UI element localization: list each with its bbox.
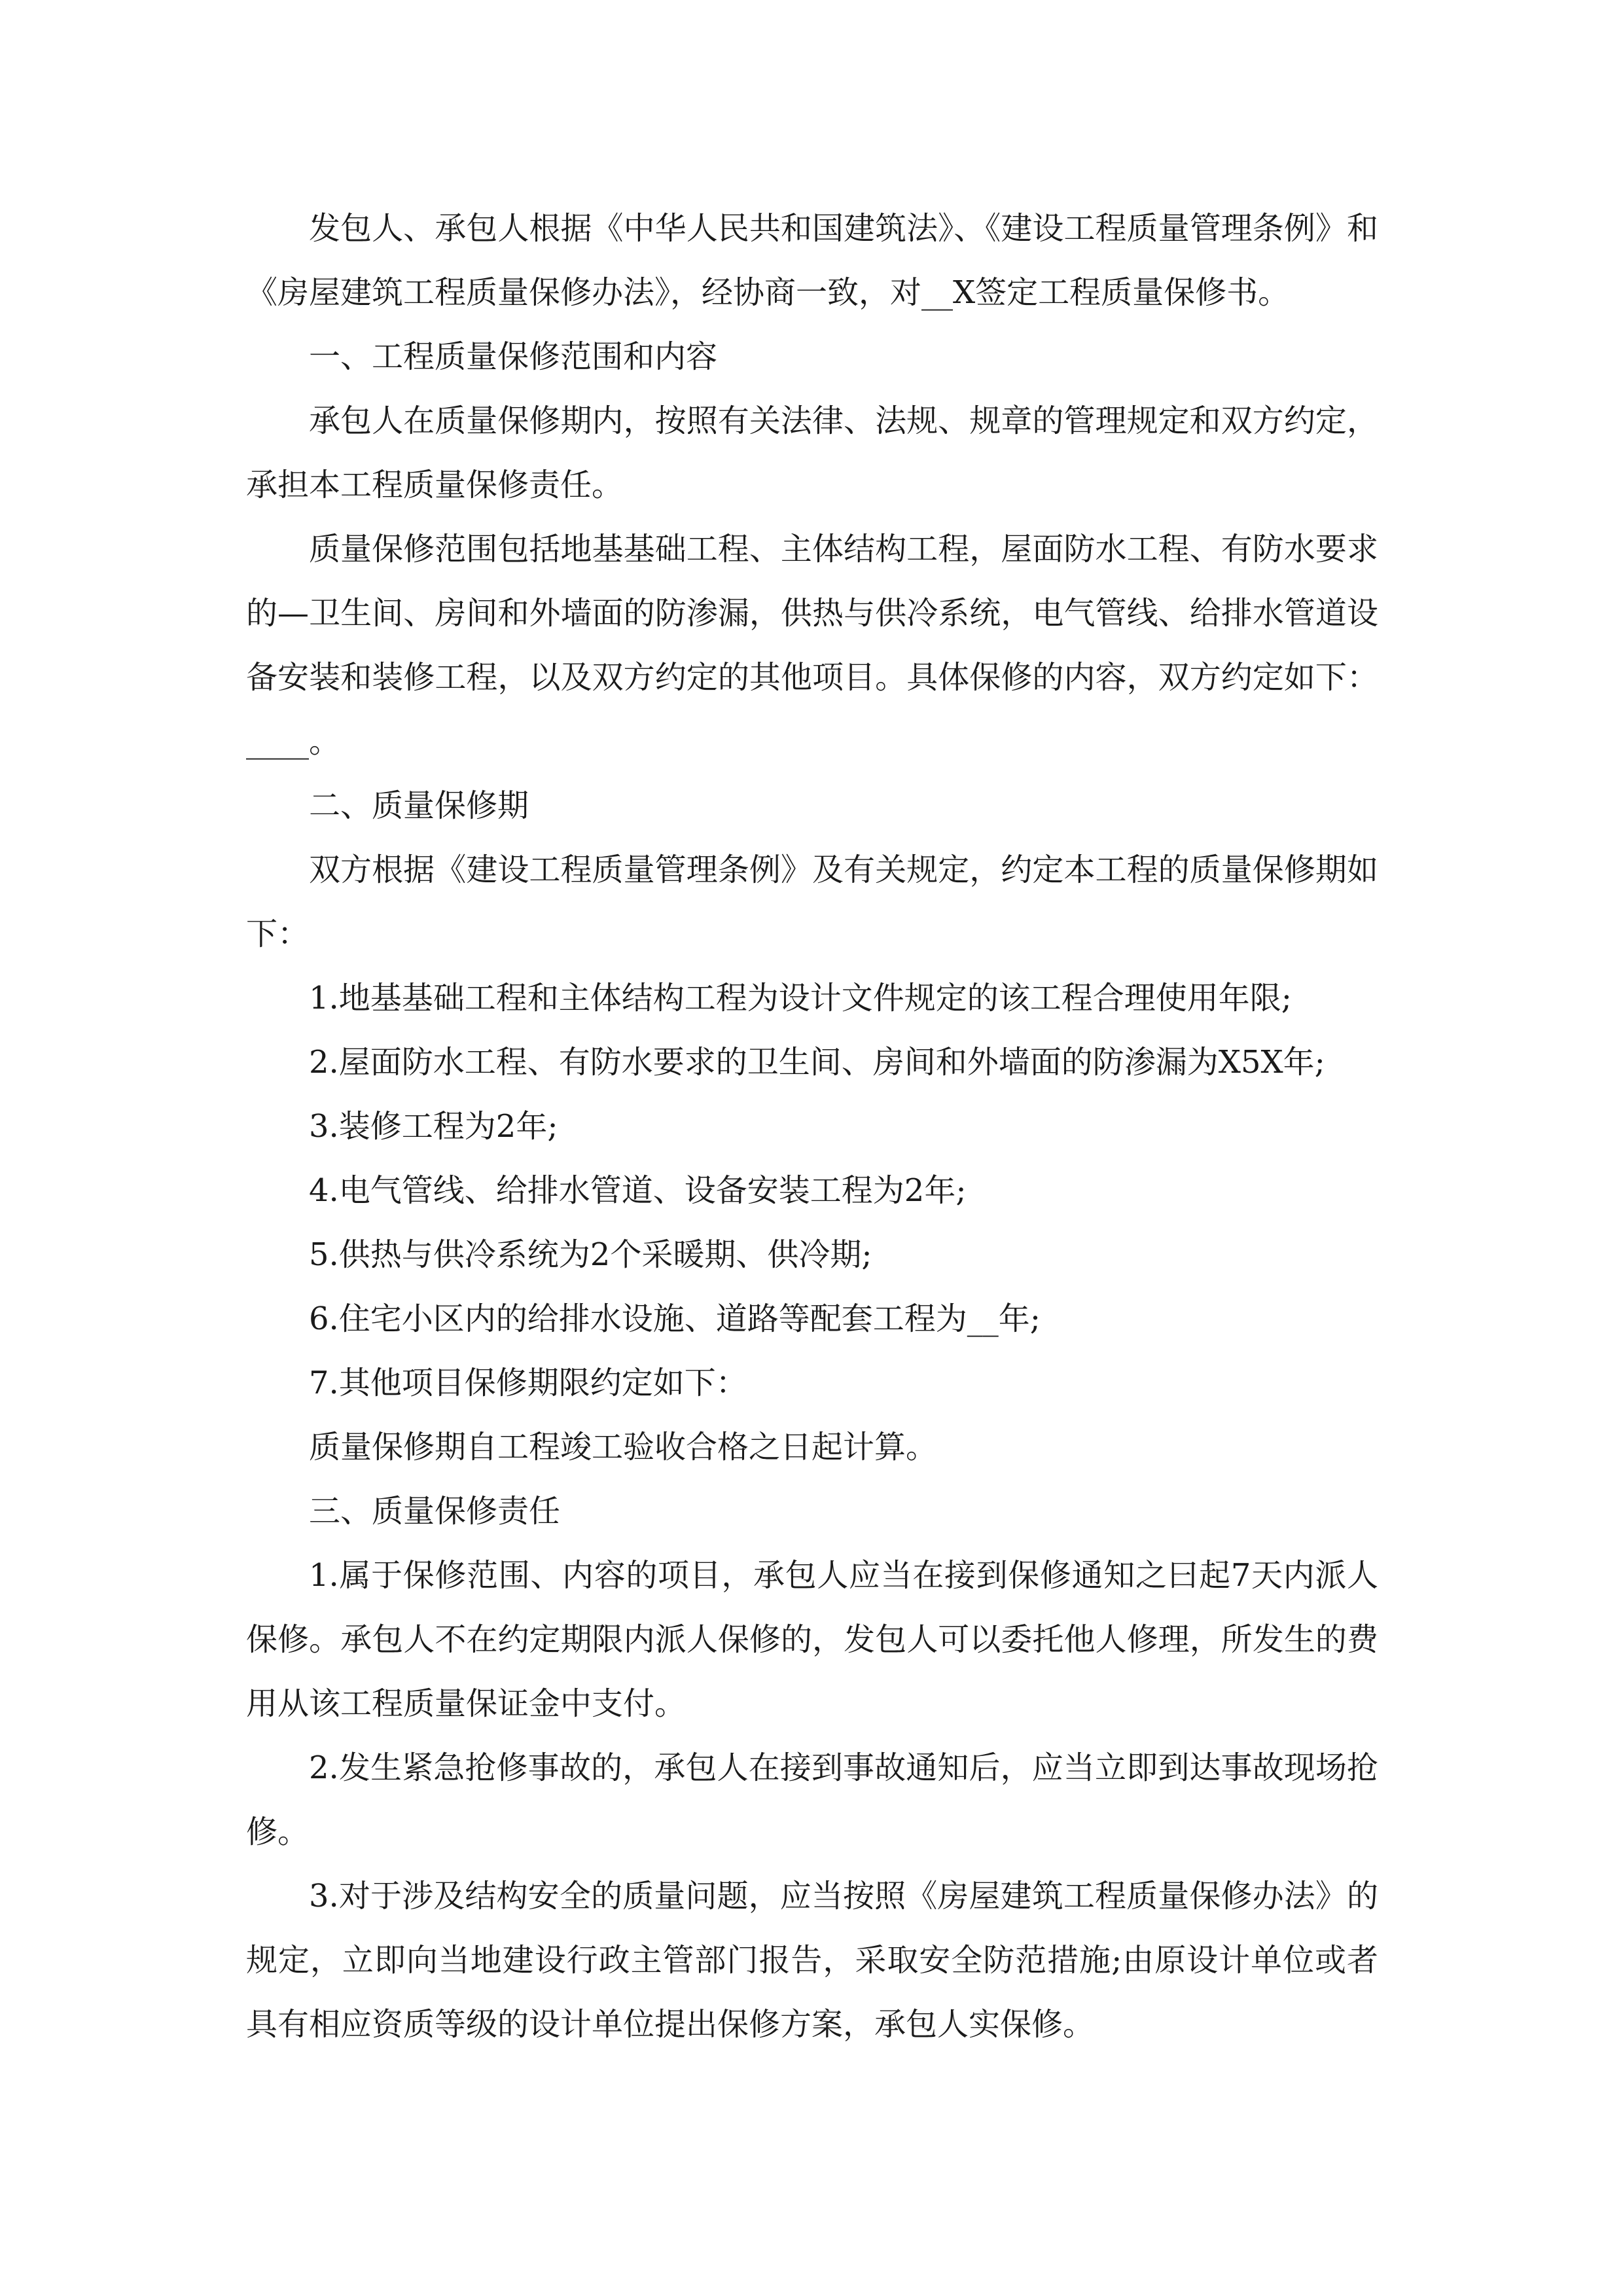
list-item-period-5: 5.供热与供冷系统为2个采暖期、供冷期; bbox=[309, 1236, 872, 1273]
document-body bbox=[246, 196, 1378, 2056]
section-heading-3: 三、质量保修责任 bbox=[309, 1493, 561, 1530]
list-item-period-4: 4.电气管线、给排水管道、设备安装工程为2年; bbox=[309, 1172, 967, 1209]
section-heading-2: 二、质量保修期 bbox=[309, 787, 529, 824]
list-item-duty-2: 2.发生紧急抢修事故的，承包人在接到事故通知后，应当立即到达事故现场抢修。 bbox=[246, 1749, 1378, 1850]
paragraph-intro: 发包人、承包人根据《中华人民共和国建筑法》、《建设工程质量管理条例》和《房屋建筑工程质量保修办法》，经协商一致，对__X签定工程质量保修书。 bbox=[246, 210, 1378, 311]
list-item-period-1: 1.地基基础工程和主体结构工程为设计文件规定的该工程合理使用年限; bbox=[309, 980, 1292, 1016]
list-item-period-7: 7.其他项目保修期限约定如下： bbox=[309, 1365, 747, 1401]
list-item-period-2: 2.屋面防水工程、有防水要求的卫生间、房间和外墙面的防渗漏为X5X年; bbox=[309, 1044, 1325, 1081]
paragraph-scope: 质量保修范围包括地基基础工程、主体结构工程，屋面防水工程、有防水要求的—卫生间、房间和外墙面的防渗漏，供热与供冷系统，电气管线、给排水管道设备安装和装修工程，以及双方约定的其他项目。具体保修的内容，双方约定如下：____。 bbox=[246, 531, 1378, 760]
list-item-period-3: 3.装修工程为2年; bbox=[309, 1108, 558, 1145]
paragraph-period-start: 质量保修期自工程竣工验收合格之日起计算。 bbox=[309, 1429, 938, 1465]
list-item-duty-1: 1.属于保修范围、内容的项目，承包人应当在接到保修通知之曰起7天内派人保修。承包人不在约定期限内派人保修的，发包人可以委托他人修理，所发生的费用从该工程质量保证金中支付。 bbox=[246, 1557, 1378, 1722]
list-item-period-6: 6.住宅小区内的给排水设施、道路等配套工程为__年; bbox=[309, 1300, 1041, 1337]
section-heading-1: 一、工程质量保修范围和内容 bbox=[309, 338, 718, 375]
paragraph-responsibility: 承包人在质量保修期内，按照有关法律、法规、规章的管理规定和双方约定，承担本工程质量保修责任。 bbox=[246, 403, 1378, 503]
paragraph-period-intro: 双方根据《建设工程质量管理条例》及有关规定，约定本工程的质量保修期如下： bbox=[246, 852, 1378, 952]
list-item-duty-3: 3.对于涉及结构安全的质量问题，应当按照《房屋建筑工程质量保修办法》的规定，立即向当地建设行政主管部门报告，采取安全防范措施;由原设计单位或者具有相应资质等级的设计单位提出保修方案，承包人实保修。 bbox=[246, 1878, 1378, 2043]
